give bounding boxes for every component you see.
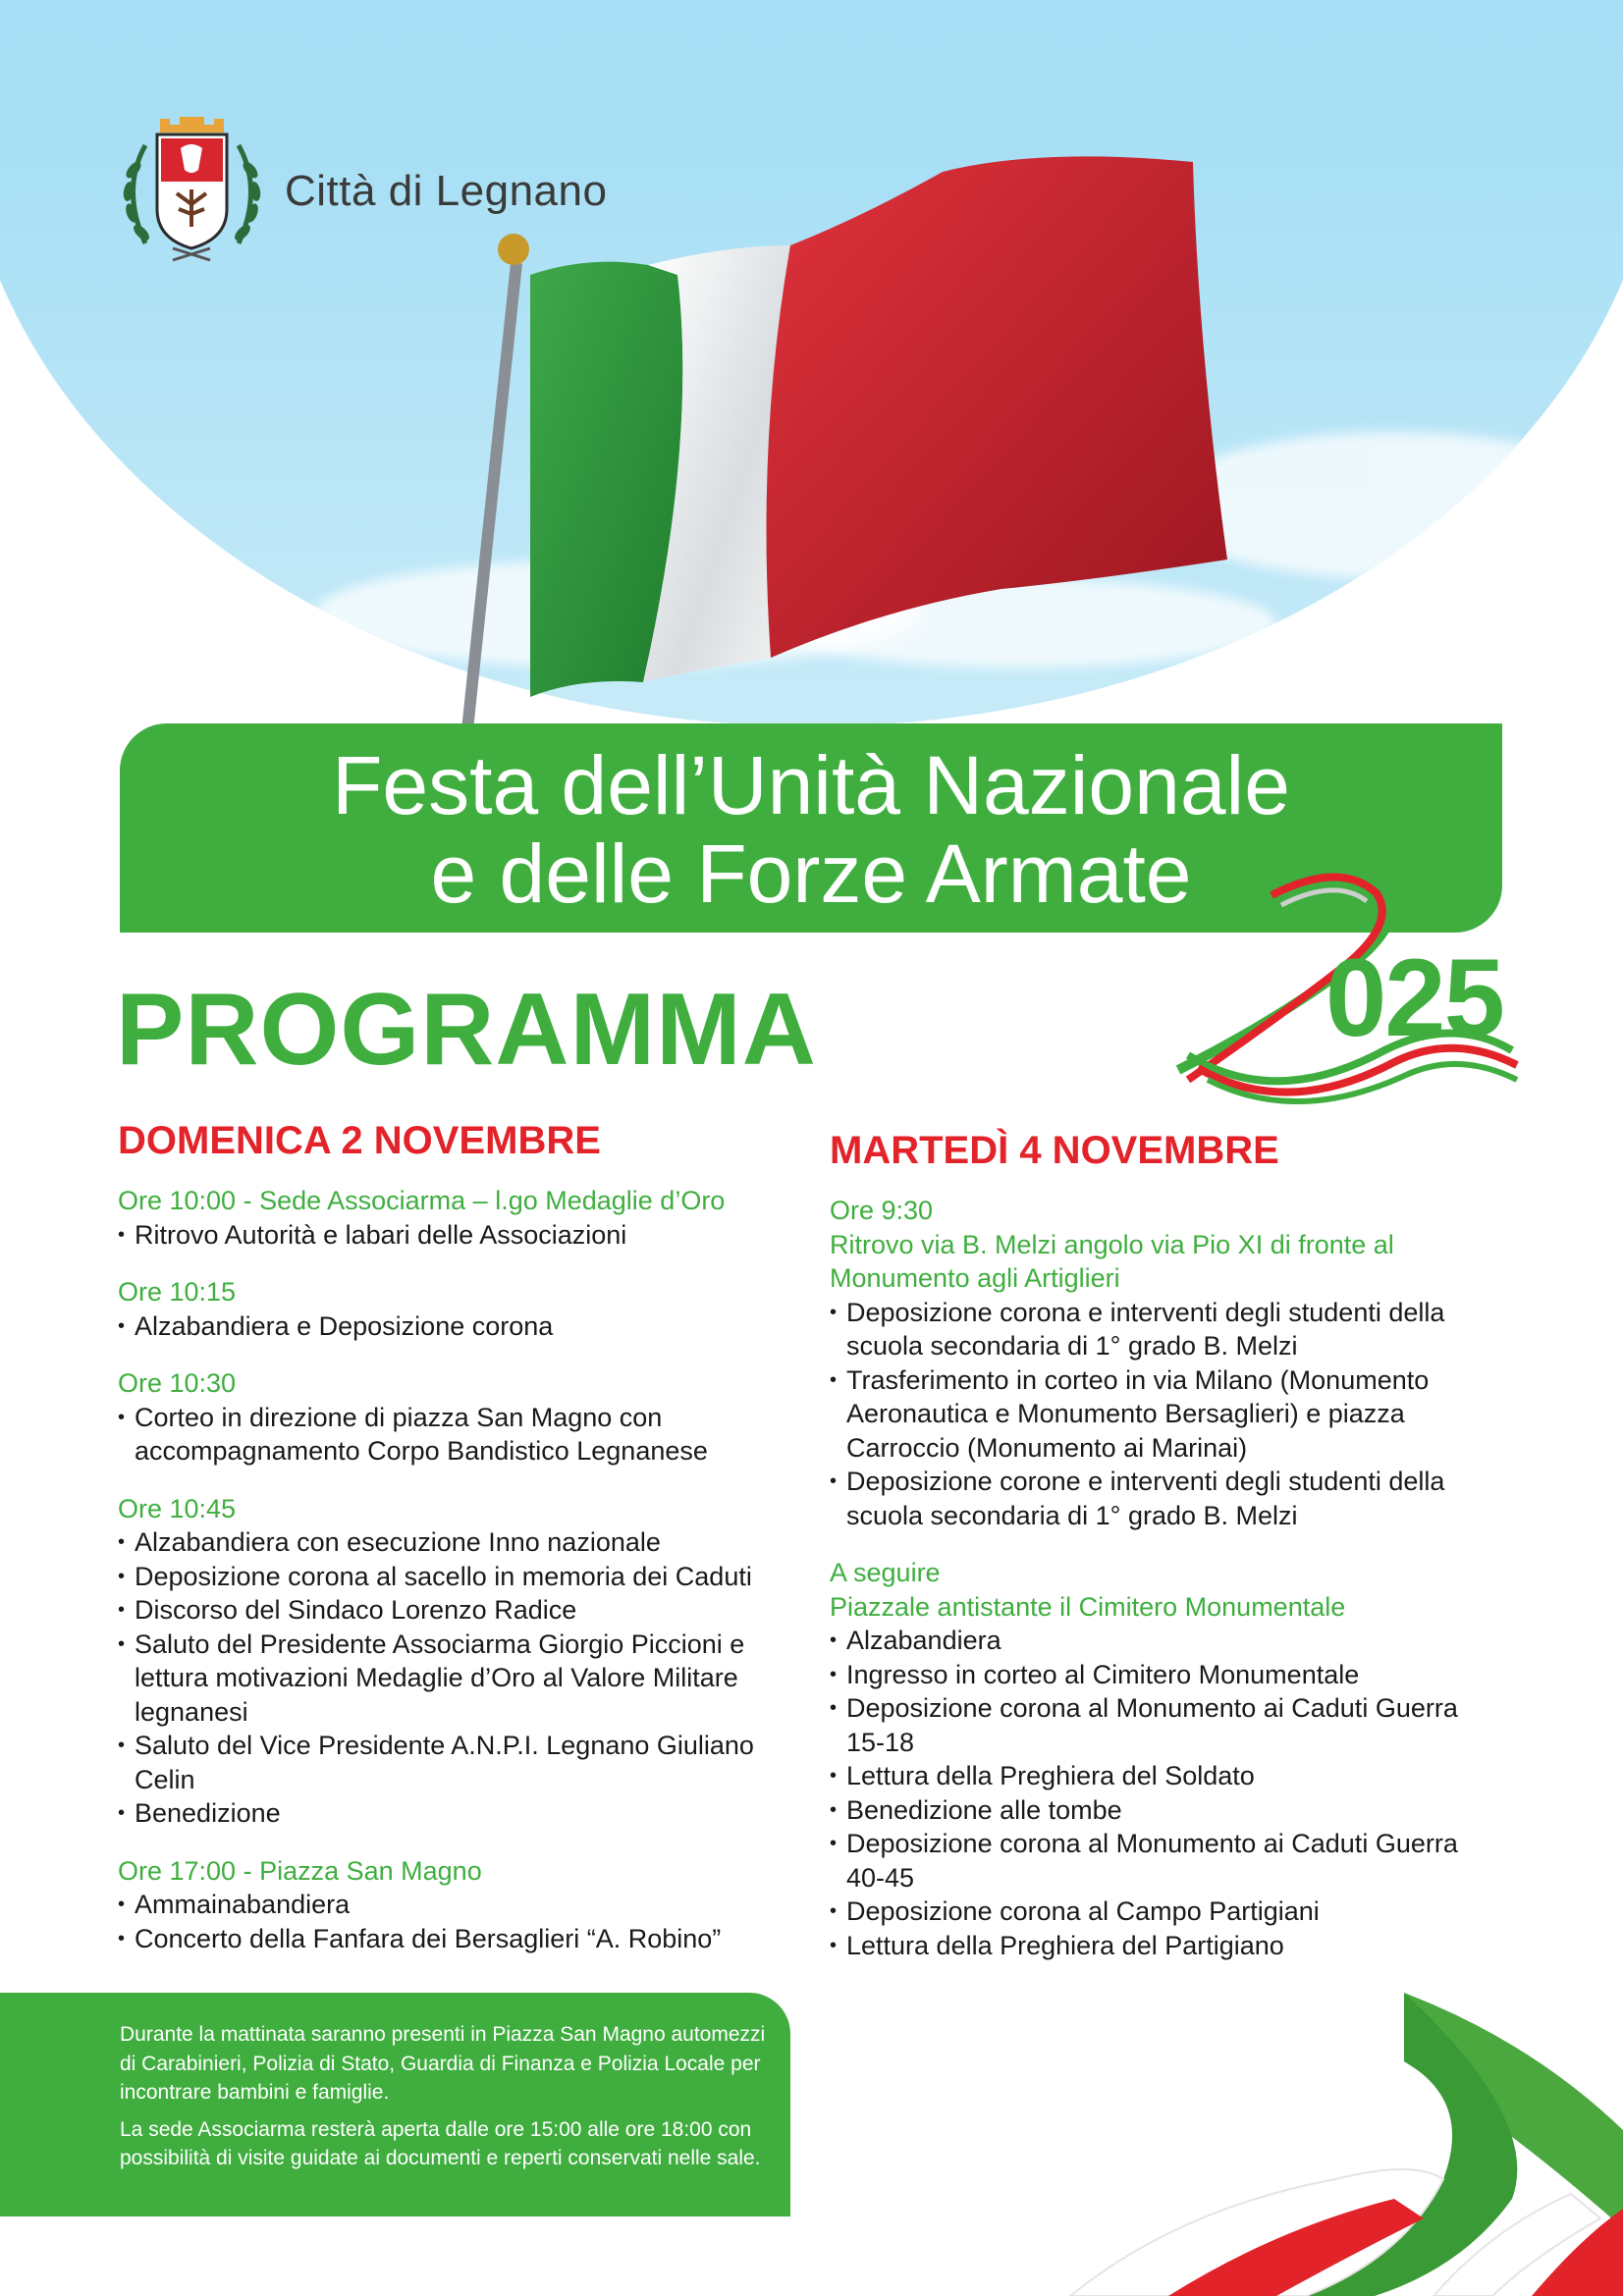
program-item: • Deposizione corona al Monumento ai Caduti Guerra 40-45 (830, 1827, 1497, 1895)
tuesday-program-column (830, 1127, 1497, 1986)
program-item: • Concerto della Fanfara dei Bersaglieri “A. Robino” (118, 1922, 805, 1956)
section-place: Piazzale antistante il Cimitero Monumentale (830, 1591, 1346, 1622)
program-item: • Discorso del Sindaco Lorenzo Radice (118, 1593, 805, 1628)
program-section (118, 1492, 805, 1831)
tricolor-ribbon-decoration (982, 1983, 1623, 2296)
section-time: A seguire (830, 1558, 941, 1587)
program-item: • Lettura della Preghiera del Soldato (830, 1759, 1497, 1793)
info-text (120, 2020, 778, 2181)
info-paragraph-1: Durante la mattinata saranno presenti in Piazza San Magno automezzi di Carabinieri, Polizia di Stato, Guardia di Finanza e Polizia Locale per incontrare bambini e famiglie. (120, 2023, 766, 2104)
program-item: • Alzabandiera (830, 1624, 1497, 1658)
program-item: • Corteo in direzione di piazza San Magno con accompagnamento Corpo Bandistico Legnanese (118, 1401, 805, 1468)
event-title-line-1: Festa dell’Unità Nazionale (332, 739, 1290, 831)
city-coat-of-arms-logo (116, 111, 268, 268)
section-time: Ore 10:30 (118, 1368, 237, 1398)
program-section (118, 1275, 805, 1343)
program-item: • Alzabandiera e Deposizione corona (118, 1309, 805, 1344)
program-item: • Deposizione corona e interventi degli studenti della scuola secondaria di 1° grado B. Melzi (830, 1296, 1497, 1363)
program-item: • Saluto del Presidente Associarma Giorgio Piccioni e lettura motivazioni Medaglie d’Oro al Valore Militare legnanesi (118, 1628, 805, 1730)
program-item: • Ammainabandiera (118, 1888, 805, 1922)
sunday-day-heading: DOMENICA 2 NOVEMBRE (118, 1119, 601, 1162)
program-item: • Deposizione corona al sacello in memoria dei Caduti (118, 1560, 805, 1594)
program-section (118, 1854, 805, 1956)
section-time: Ore 17:00 - Piazza San Magno (118, 1855, 482, 1886)
program-item: • Ingresso in corteo al Cimitero Monumentale (830, 1658, 1497, 1692)
programma-heading: PROGRAMMA (116, 973, 817, 1087)
program-item: • Trasferimento in corteo in via Milano (Monumento Aeronautica e Monumento Bersaglieri) e piazza Carroccio (Monumento ai Marinai) (830, 1363, 1497, 1466)
program-item: • Benedizione alle tombe (830, 1793, 1497, 1828)
event-title-line-2: e delle Forze Armate (430, 828, 1192, 920)
program-section (830, 1556, 1497, 1962)
program-item: • Saluto del Vice Presidente A.N.P.I. Legnano Giuliano Celin (118, 1729, 805, 1796)
section-time: Ore 9:30 (830, 1196, 934, 1225)
sunday-program-column (118, 1117, 805, 1979)
section-time: Ore 10:00 - Sede Associarma – l.go Medaglie d’Oro (118, 1186, 726, 1215)
program-item: • Ritrovo Autorità e labari delle Associazioni (118, 1218, 805, 1253)
program-item: • Benedizione (118, 1796, 805, 1831)
program-item: • Deposizione corona al Campo Partigiani (830, 1895, 1497, 1929)
tuesday-day-heading: MARTEDÌ 4 NOVEMBRE (830, 1129, 1279, 1172)
program-section (118, 1184, 805, 1252)
section-time: Ore 10:15 (118, 1277, 237, 1307)
program-section (118, 1366, 805, 1468)
program-section (830, 1194, 1497, 1532)
italian-flag-illustration (412, 147, 1296, 736)
program-item: • Deposizione corona al Monumento ai Caduti Guerra 15-18 (830, 1691, 1497, 1759)
section-place: Ritrovo via B. Melzi angolo via Pio XI di fronte al Monumento agli Artiglieri (830, 1229, 1394, 1293)
section-time: Ore 10:45 (118, 1493, 237, 1523)
info-paragraph-2: La sede Associarma resterà aperta dalle ore 15:00 alle ore 18:00 con possibilità di visite guidate ai documenti e reperti conservati nelle sale. (120, 2117, 761, 2169)
program-item: • Deposizione corone e interventi degli studenti della scuola secondaria di 1° grado B. Melzi (830, 1465, 1497, 1532)
program-item: • Lettura della Preghiera del Partigiano (830, 1929, 1497, 1963)
city-name: Città di Legnano (285, 167, 608, 215)
year-label: 025 (1325, 936, 1503, 1059)
program-item: • Alzabandiera con esecuzione Inno nazionale (118, 1525, 805, 1560)
